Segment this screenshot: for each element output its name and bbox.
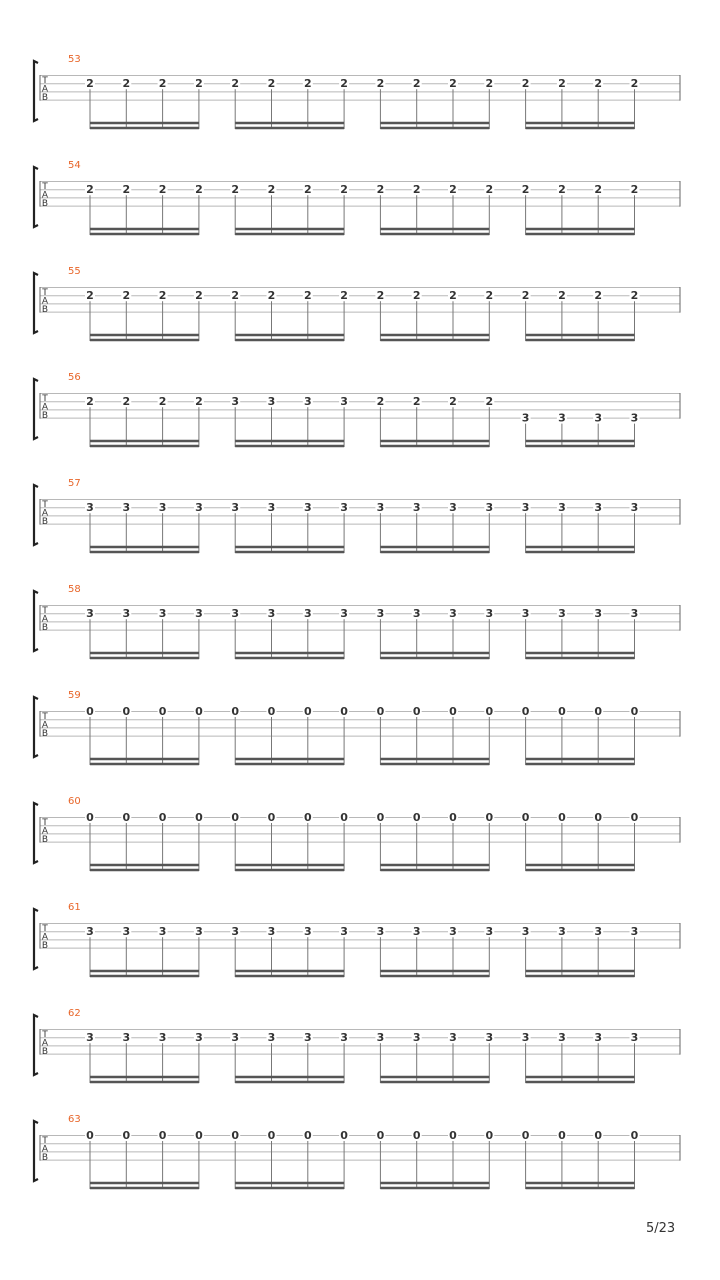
fret-number: 3	[267, 501, 276, 515]
fret-number: 0	[558, 705, 566, 718]
fret-number: 3	[630, 925, 639, 939]
measure-number: 61	[68, 902, 81, 913]
fret-number: 3	[558, 925, 566, 939]
fret-number: 0	[122, 1129, 131, 1142]
fret-number: 2	[412, 289, 421, 303]
fret-number: 2	[195, 183, 203, 197]
measure-number: 53	[68, 54, 81, 65]
fret-number: 2	[412, 77, 421, 91]
fret-number: 3	[630, 411, 639, 425]
fret-number: 2	[594, 77, 603, 91]
fret-number: 3	[303, 501, 312, 515]
fret-number: 0	[195, 705, 203, 718]
fret-number: 3	[376, 1031, 385, 1045]
fret-number: 0	[485, 811, 494, 824]
fret-number: 3	[485, 1031, 494, 1045]
tab-clef-letter: T	[42, 712, 48, 722]
fret-number: 3	[521, 501, 530, 515]
fret-number: 2	[594, 289, 603, 303]
fret-number: 3	[340, 501, 348, 515]
fret-number: 3	[122, 1031, 131, 1045]
tab-clef-letter: B	[41, 834, 49, 845]
fret-number: 0	[231, 811, 240, 824]
tab-clef-letter: A	[41, 826, 49, 837]
tab-clef-letter: B	[41, 410, 49, 421]
fret-number: 2	[630, 289, 639, 303]
tab-system-62	[34, 1008, 680, 1083]
fret-number: 0	[558, 1129, 566, 1142]
system-bracket	[34, 1121, 38, 1181]
fret-number: 2	[521, 289, 530, 303]
fret-number: 2	[485, 289, 494, 303]
fret-number: 2	[122, 77, 131, 91]
fret-number: 2	[303, 183, 312, 197]
fret-number: 0	[122, 811, 131, 824]
measure-number: 57	[68, 478, 81, 489]
fret-number: 2	[267, 183, 276, 197]
fret-number: 2	[122, 395, 131, 409]
fret-number: 3	[485, 501, 494, 515]
fret-number: 2	[231, 77, 240, 91]
fret-number: 2	[303, 289, 312, 303]
fret-number: 0	[195, 811, 203, 824]
fret-number: 3	[86, 607, 94, 621]
fret-number: 2	[376, 395, 385, 409]
fret-number: 2	[86, 77, 94, 91]
fret-number: 0	[412, 705, 421, 718]
fret-number: 0	[558, 811, 566, 824]
fret-number: 2	[158, 395, 167, 409]
fret-number: 3	[195, 501, 203, 515]
fret-number: 3	[594, 925, 603, 939]
page-number: 5/23	[646, 1221, 676, 1236]
fret-number: 3	[267, 925, 276, 939]
tab-clef-letter: B	[41, 304, 49, 315]
tab-clef-letter: T	[42, 182, 48, 192]
fret-number: 0	[86, 811, 94, 824]
fret-number: 3	[412, 1031, 421, 1045]
fret-number: 3	[231, 395, 240, 409]
fret-number: 3	[231, 925, 240, 939]
fret-number: 3	[521, 607, 530, 621]
fret-number: 3	[86, 501, 94, 515]
fret-number: 2	[195, 395, 203, 409]
tab-clef-letter: T	[42, 1136, 48, 1146]
fret-number: 0	[485, 1129, 494, 1142]
tab-system-57	[34, 478, 680, 553]
tab-system-53	[34, 54, 680, 129]
fret-number: 2	[303, 77, 312, 91]
fret-number: 0	[122, 705, 131, 718]
fret-number: 0	[594, 705, 603, 718]
fret-number: 3	[449, 501, 457, 515]
tab-clef-letter: B	[41, 198, 49, 209]
fret-number: 3	[449, 925, 457, 939]
fret-number: 0	[412, 811, 421, 824]
fret-number: 3	[558, 501, 566, 515]
fret-number: 2	[630, 77, 639, 91]
fret-number: 0	[630, 811, 639, 824]
fret-number: 0	[231, 705, 240, 718]
fret-number: 0	[630, 1129, 639, 1142]
tab-clef-letter: T	[42, 1030, 48, 1040]
fret-number: 3	[195, 925, 203, 939]
tab-clef-letter: A	[41, 508, 49, 519]
fret-number: 0	[521, 705, 530, 718]
fret-number: 3	[521, 925, 530, 939]
fret-number: 2	[267, 77, 276, 91]
fret-number: 2	[231, 183, 240, 197]
tab-clef-letter: T	[42, 288, 48, 298]
fret-number: 3	[485, 925, 494, 939]
fret-number: 0	[594, 1129, 603, 1142]
system-bracket	[34, 61, 38, 121]
fret-number: 0	[158, 705, 167, 718]
fret-number: 3	[558, 607, 566, 621]
tab-clef-letter: B	[41, 728, 49, 739]
measure-number: 60	[68, 796, 81, 807]
fret-number: 3	[412, 925, 421, 939]
fret-number: 3	[158, 925, 167, 939]
fret-number: 0	[376, 705, 385, 718]
fret-number: 2	[449, 77, 457, 91]
tab-system-56	[34, 372, 680, 447]
fret-number: 2	[267, 289, 276, 303]
fret-number: 3	[158, 501, 167, 515]
tab-clef-letter: A	[41, 296, 49, 307]
fret-number: 3	[267, 607, 276, 621]
system-bracket	[34, 485, 38, 545]
tab-clef-letter: A	[41, 190, 49, 201]
fret-number: 3	[412, 501, 421, 515]
fret-number: 0	[303, 811, 312, 824]
system-bracket	[34, 909, 38, 969]
fret-number: 3	[630, 501, 639, 515]
fret-number: 0	[340, 705, 348, 718]
fret-number: 2	[376, 289, 385, 303]
tab-system-58	[34, 584, 680, 659]
fret-number: 2	[594, 183, 603, 197]
tab-system-55	[34, 266, 680, 341]
fret-number: 0	[412, 1129, 421, 1142]
fret-number: 3	[558, 1031, 566, 1045]
fret-number: 0	[340, 1129, 348, 1142]
tab-clef-letter: A	[41, 614, 49, 625]
tab-clef-letter: A	[41, 720, 49, 731]
fret-number: 0	[376, 811, 385, 824]
fret-number: 0	[158, 1129, 167, 1142]
fret-number: 3	[630, 607, 639, 621]
tab-clef-letter: T	[42, 818, 48, 828]
fret-number: 2	[122, 289, 131, 303]
tab-clef-letter: A	[41, 1038, 49, 1049]
fret-number: 3	[122, 501, 131, 515]
fret-number: 0	[449, 705, 457, 718]
fret-number: 3	[376, 607, 385, 621]
fret-number: 3	[267, 395, 276, 409]
fret-number: 3	[376, 501, 385, 515]
fret-number: 0	[449, 1129, 457, 1142]
fret-number: 0	[267, 1129, 276, 1142]
tab-clef-letter: T	[42, 500, 48, 510]
fret-number: 3	[303, 1031, 312, 1045]
fret-number: 0	[267, 811, 276, 824]
system-bracket	[34, 1015, 38, 1075]
fret-number: 3	[158, 1031, 167, 1045]
measure-number: 54	[68, 160, 81, 171]
tab-clef-letter: T	[42, 394, 48, 404]
fret-number: 3	[594, 1031, 603, 1045]
fret-number: 0	[267, 705, 276, 718]
tab-system-63	[34, 1114, 680, 1189]
fret-number: 2	[376, 77, 385, 91]
tab-clef-letter: B	[41, 622, 49, 633]
fret-number: 2	[558, 77, 566, 91]
fret-number: 2	[158, 77, 167, 91]
fret-number: 3	[340, 607, 348, 621]
fret-number: 2	[340, 77, 348, 91]
measure-number: 55	[68, 266, 81, 277]
fret-number: 0	[303, 1129, 312, 1142]
fret-number: 3	[231, 1031, 240, 1045]
fret-number: 0	[521, 811, 530, 824]
tab-clef-letter: A	[41, 84, 49, 95]
fret-number: 3	[449, 607, 457, 621]
measure-number: 59	[68, 690, 81, 701]
fret-number: 3	[412, 607, 421, 621]
fret-number: 2	[630, 183, 639, 197]
fret-number: 2	[558, 183, 566, 197]
fret-number: 3	[630, 1031, 639, 1045]
fret-number: 3	[122, 925, 131, 939]
system-bracket	[34, 803, 38, 863]
fret-number: 3	[340, 395, 348, 409]
fret-number: 3	[594, 501, 603, 515]
tab-clef-letter: B	[41, 516, 49, 527]
tab-system-59	[34, 690, 680, 765]
fret-number: 2	[86, 289, 94, 303]
fret-number: 3	[122, 607, 131, 621]
fret-number: 2	[449, 395, 457, 409]
fret-number: 2	[558, 289, 566, 303]
fret-number: 3	[594, 411, 603, 425]
tab-clef-letter: B	[41, 940, 49, 951]
fret-number: 0	[303, 705, 312, 718]
measure-number: 62	[68, 1008, 81, 1019]
tab-clef-letter: A	[41, 402, 49, 413]
fret-number: 2	[376, 183, 385, 197]
fret-number: 0	[86, 1129, 94, 1142]
tab-clef-letter: T	[42, 924, 48, 934]
system-bracket	[34, 167, 38, 227]
tab-system-61	[34, 902, 680, 977]
tab-clef-letter: B	[41, 92, 49, 103]
tab-clef-letter: A	[41, 1144, 49, 1155]
system-bracket	[34, 379, 38, 439]
fret-number: 2	[86, 395, 94, 409]
fret-number: 2	[521, 77, 530, 91]
fret-number: 2	[449, 183, 457, 197]
fret-number: 2	[158, 289, 167, 303]
fret-number: 2	[485, 183, 494, 197]
fret-number: 2	[195, 77, 203, 91]
fret-number: 3	[594, 607, 603, 621]
measure-number: 56	[68, 372, 81, 383]
tab-clef-letter: B	[41, 1152, 49, 1163]
fret-number: 0	[340, 811, 348, 824]
fret-number: 3	[86, 1031, 94, 1045]
fret-number: 2	[195, 289, 203, 303]
fret-number: 2	[485, 395, 494, 409]
fret-number: 3	[376, 925, 385, 939]
fret-number: 3	[231, 501, 240, 515]
fret-number: 2	[412, 183, 421, 197]
fret-number: 0	[376, 1129, 385, 1142]
fret-number: 0	[630, 705, 639, 718]
fret-number: 2	[122, 183, 131, 197]
fret-number: 3	[86, 925, 94, 939]
tab-system-60	[34, 796, 680, 871]
fret-number: 3	[340, 925, 348, 939]
fret-number: 3	[267, 1031, 276, 1045]
fret-number: 2	[485, 77, 494, 91]
fret-number: 3	[231, 607, 240, 621]
measure-number: 63	[68, 1114, 81, 1125]
tab-clef-letter: B	[41, 1046, 49, 1057]
fret-number: 0	[231, 1129, 240, 1142]
measure-number: 58	[68, 584, 81, 595]
system-bracket	[34, 591, 38, 651]
fret-number: 3	[303, 395, 312, 409]
tab-clef-letter: T	[42, 76, 48, 86]
fret-number: 3	[521, 1031, 530, 1045]
fret-number: 2	[231, 289, 240, 303]
fret-number: 0	[86, 705, 94, 718]
fret-number: 3	[340, 1031, 348, 1045]
tab-clef-letter: A	[41, 932, 49, 943]
fret-number: 2	[340, 183, 348, 197]
fret-number: 2	[449, 289, 457, 303]
fret-number: 2	[158, 183, 167, 197]
fret-number: 3	[558, 411, 566, 425]
fret-number: 2	[521, 183, 530, 197]
fret-number: 0	[449, 811, 457, 824]
system-bracket	[34, 697, 38, 757]
fret-number: 3	[158, 607, 167, 621]
fret-number: 3	[195, 607, 203, 621]
fret-number: 3	[303, 607, 312, 621]
fret-number: 0	[195, 1129, 203, 1142]
fret-number: 3	[303, 925, 312, 939]
fret-number: 0	[521, 1129, 530, 1142]
fret-number: 0	[594, 811, 603, 824]
fret-number: 0	[485, 705, 494, 718]
fret-number: 3	[521, 411, 530, 425]
fret-number: 2	[412, 395, 421, 409]
tab-clef-letter: T	[42, 606, 48, 616]
fret-number: 3	[195, 1031, 203, 1045]
fret-number: 2	[340, 289, 348, 303]
tab-system-54	[34, 160, 680, 235]
fret-number: 3	[449, 1031, 457, 1045]
fret-number: 0	[158, 811, 167, 824]
system-bracket	[34, 273, 38, 333]
fret-number: 3	[485, 607, 494, 621]
fret-number: 2	[86, 183, 94, 197]
